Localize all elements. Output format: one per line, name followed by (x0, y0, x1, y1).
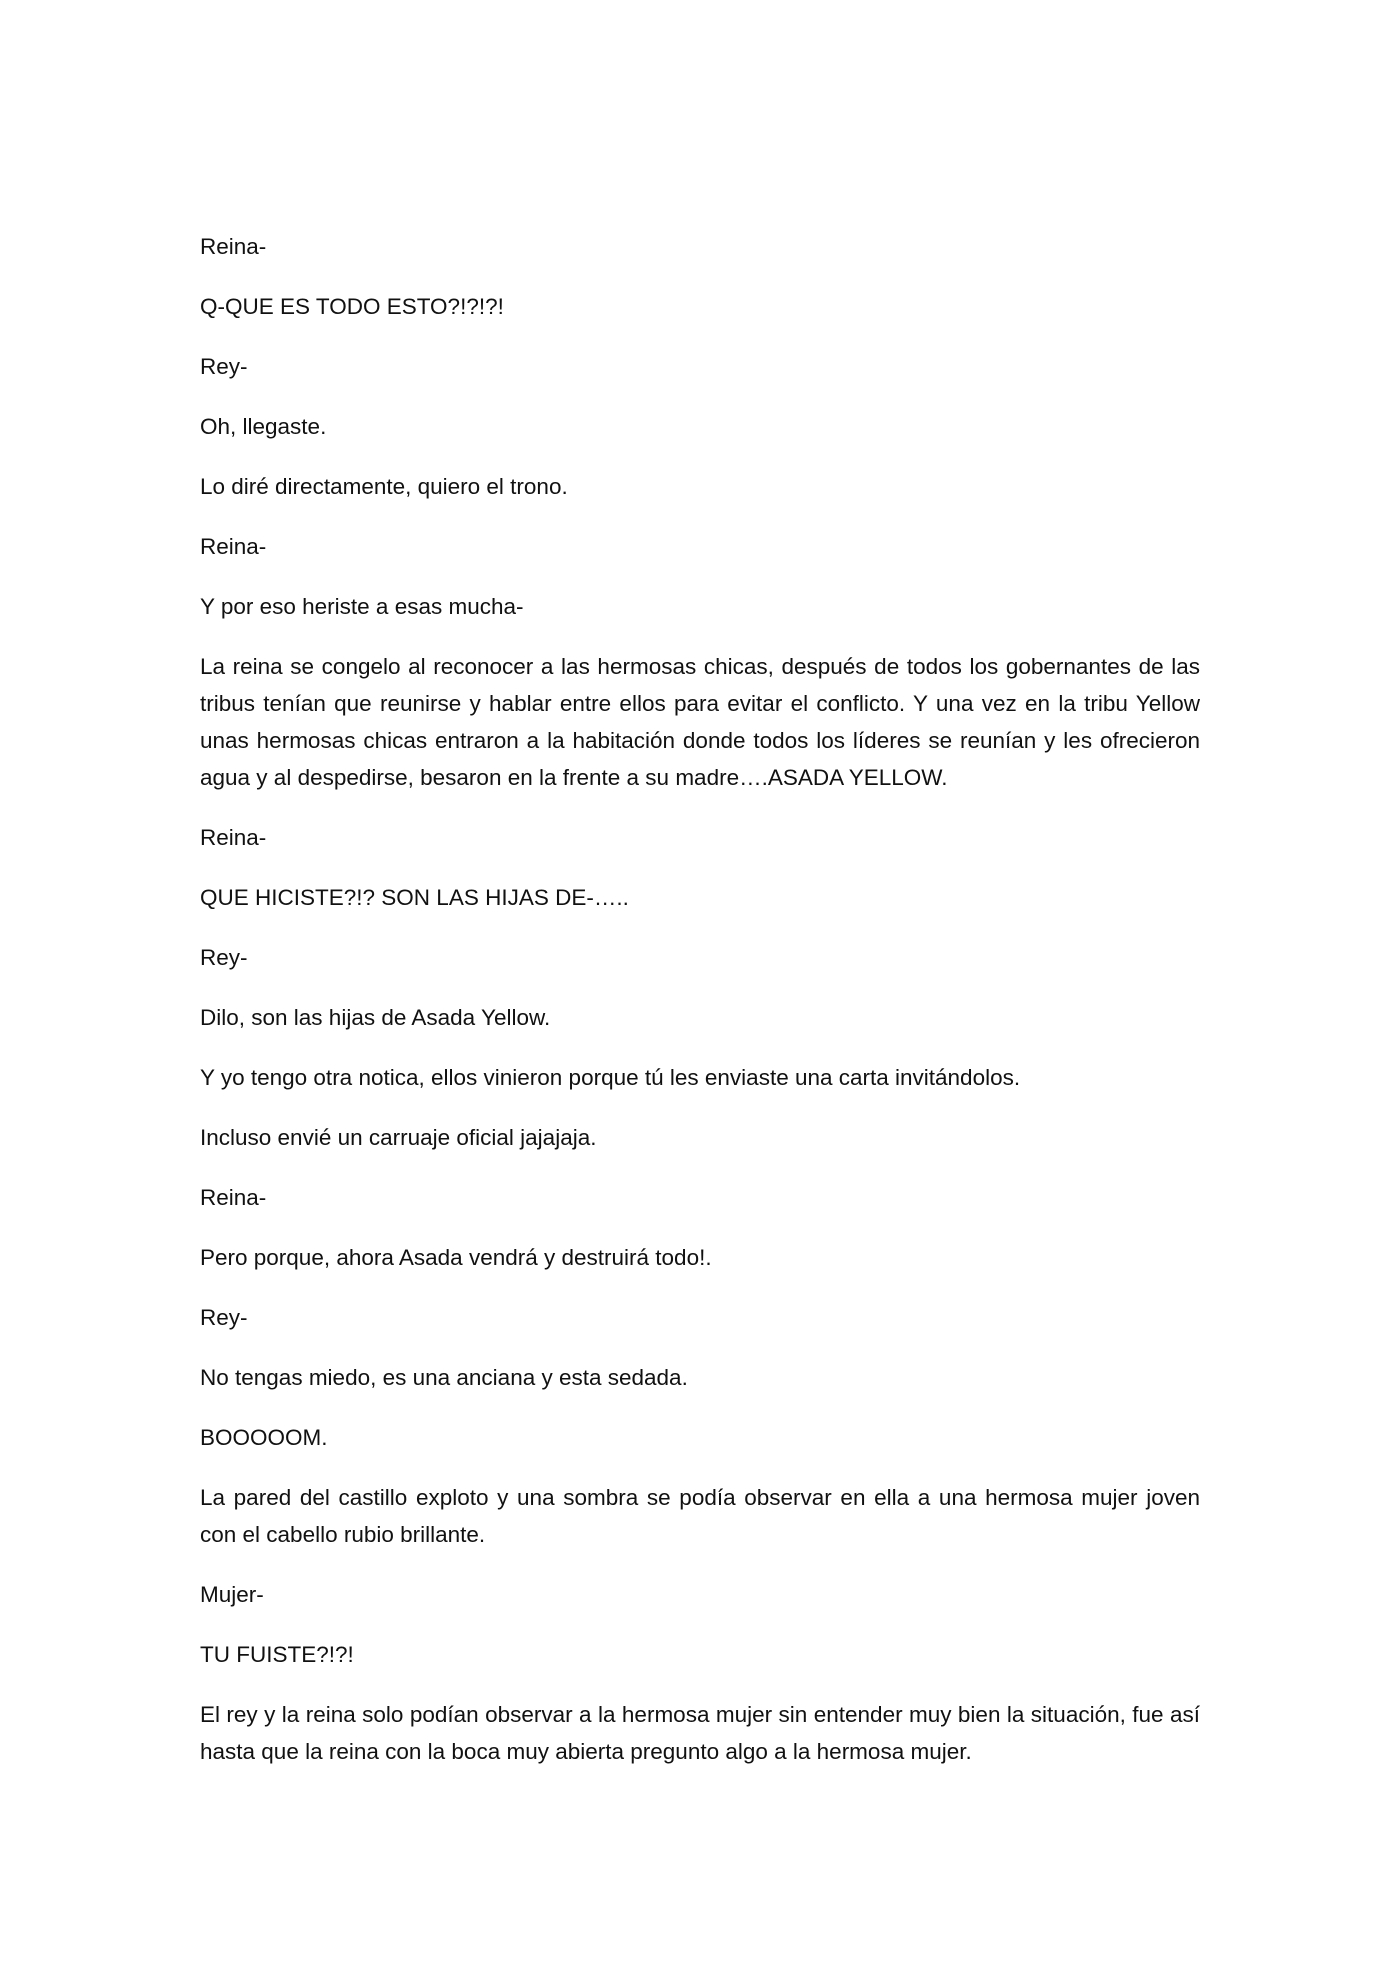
dialogue-line: Y por eso heriste a esas mucha- (200, 594, 524, 619)
dialogue-line: Lo diré directamente, quiero el trono. (200, 474, 568, 499)
dialogue-line: Y yo tengo otra notica, ellos vinieron porque tú les enviaste una carta invitándolos. (200, 1065, 1021, 1090)
dialogue-line: TU FUISTE?!?! (200, 1642, 354, 1667)
sound-effect-line: BOOOOOM. (200, 1425, 328, 1450)
speaker-label: Reina- (200, 825, 267, 850)
dialogue-line: Dilo, son las hijas de Asada Yellow. (200, 1005, 551, 1030)
narration-paragraph: La pared del castillo exploto y una sombra se podía observar en ella a una hermosa mujer joven con el cabello rubio brillante. (200, 1485, 1200, 1547)
dialogue-line: Incluso envié un carruaje oficial jajajaja. (200, 1125, 597, 1150)
narration-paragraph: La reina se congelo al reconocer a las hermosas chicas, después de todos los gobernantes de las tribus tenían que reunirse y hablar entre ellos para evitar el conflicto. Y una vez en la tribu Yellow unas hermosas chicas entraron a la habitación donde todos los líderes se reunían y les ofrecieron agua y al despedirse, besaron en la frente a su madre….ASADA YELLOW. (200, 654, 1200, 790)
speaker-label: Reina- (200, 534, 267, 559)
speaker-label: Reina- (200, 1185, 267, 1210)
speaker-label: Rey- (200, 945, 248, 970)
document-page (200, 228, 1200, 1793)
speaker-label: Rey- (200, 354, 248, 379)
speaker-label: Reina- (200, 234, 267, 259)
speaker-label: Mujer- (200, 1582, 264, 1607)
dialogue-line: Q-QUE ES TODO ESTO?!?!?! (200, 294, 504, 319)
dialogue-line: No tengas miedo, es una anciana y esta sedada. (200, 1365, 688, 1390)
dialogue-line: QUE HICISTE?!? SON LAS HIJAS DE-….. (200, 885, 629, 910)
narration-paragraph: El rey y la reina solo podían observar a la hermosa mujer sin entender muy bien la situación, fue así hasta que la reina con la boca muy abierta pregunto algo a la hermosa mujer. (200, 1702, 1200, 1764)
dialogue-line: Pero porque, ahora Asada vendrá y destruirá todo!. (200, 1245, 712, 1270)
dialogue-line: Oh, llegaste. (200, 414, 327, 439)
speaker-label: Rey- (200, 1305, 248, 1330)
